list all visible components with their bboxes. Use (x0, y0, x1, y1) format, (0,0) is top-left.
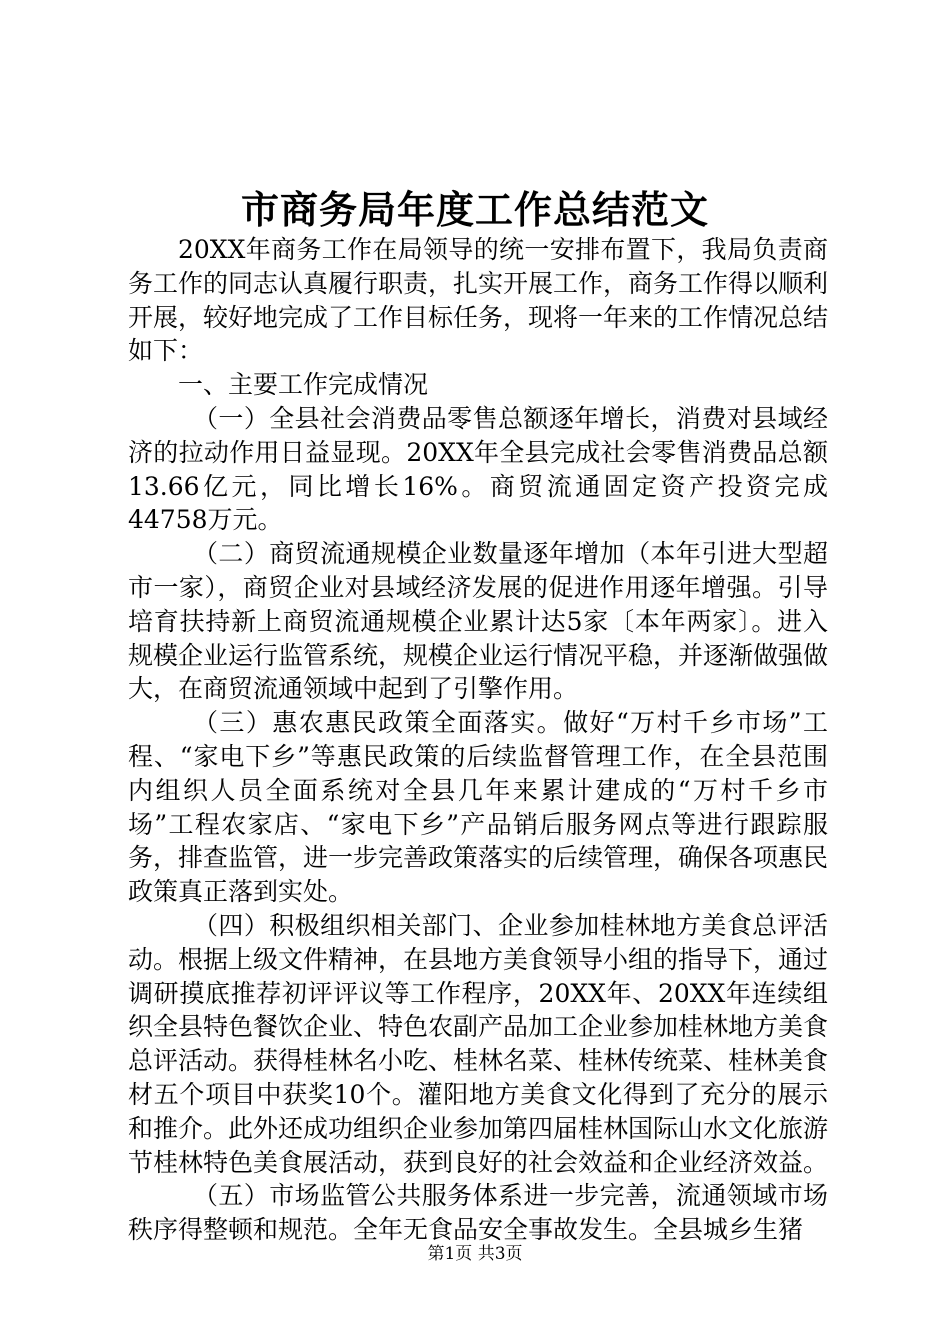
document-body (128, 233, 828, 1247)
section-heading: 一、主要工作完成情况 (178, 370, 429, 400)
item-3-paragraph: （三）惠农惠民政策全面落实。做好“万村千乡市场”工程、“家电下乡”等惠民政策的后续监督管理工作，在全县范围内组织人员全面系统对全县几年来累计建成的“万村千乡市场”工程农家店、“家电下乡”产品销后服务网点等进行跟踪服务，排查监管，进一步完善政策落实的后续管理，确保各项惠民政策真正落到实处。 (128, 708, 829, 907)
item-5-paragraph: （五）市场监管公共服务体系进一步完善，流通领域市场秩序得整顿和规范。全年无食品安全事故发生。全县城乡生猪 (128, 1181, 828, 1245)
intro-paragraph: 20XX年商务工作在局领导的统一安排布置下，我局负责商务工作的同志认真履行职责，扎实开展工作，商务工作得以顺利开展，较好地完成了工作目标任务，现将一年来的工作情况总结如下： (128, 235, 829, 366)
item-1-paragraph: （一）全县社会消费品零售总额逐年增长，消费对县域经济的拉动作用日益显现。20XX年全县完成社会零售消费品总额13.66亿元，同比增长16%。商贸流通固定资产投资完成44758万元。 (128, 403, 828, 535)
page-number-footer: 第1页 共3页 (427, 1244, 523, 1264)
item-4-paragraph: （四）积极组织相关部门、企业参加桂林地方美食总评活动。根据上级文件精神，在县地方美食领导小组的指导下，通过调研摸底推荐初评评议等工作程序，20XX年、20XX年连续组织全县特色餐饮企业、特色农副产品加工企业参加桂林地方美食总评活动。获得桂林名小吃、桂林名菜、桂林传统菜、桂林美食材五个项目中获奖10个。灌阳地方美食文化得到了充分的展示和推介。此外还成功组织企业参加第四届桂林国际山水文化旅游节桂林特色美食展活动，获到良好的社会效益和企业经济效益。 (128, 910, 829, 1177)
item-2-paragraph: （二）商贸流通规模企业数量逐年增加（本年引进大型超市一家），商贸企业对县域经济发展的促进作用逐年增强。引导培育扶持新上商贸流通规模企业累计达5家〔本年两家〕。进入规模企业运行监管系统，规模企业运行情况平稳，并逐渐做强做大，在商贸流通领域中起到了引擎作用。 (128, 539, 829, 704)
document-title: 市商务局年度工作总结范文 (240, 187, 709, 232)
